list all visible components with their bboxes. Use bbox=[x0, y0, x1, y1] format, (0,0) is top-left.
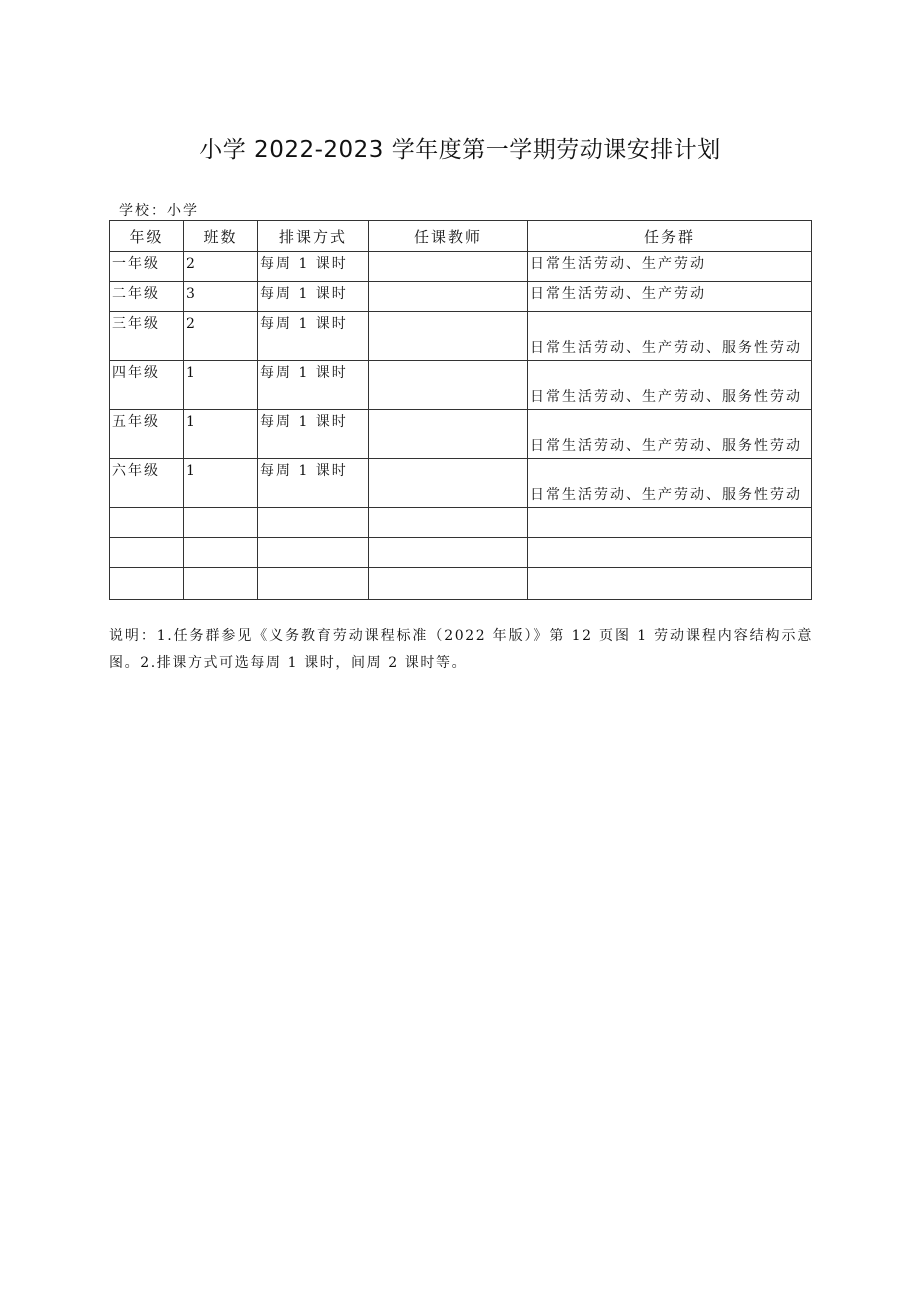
cell-classes: 1 bbox=[184, 410, 258, 459]
table-row bbox=[110, 282, 812, 312]
cell-teacher bbox=[369, 312, 528, 361]
cell-tasks-text: 日常生活劳动、生产劳动、服务性劳动 bbox=[530, 340, 802, 356]
cell-empty bbox=[110, 538, 184, 568]
cell-tasks bbox=[528, 361, 812, 410]
table-row bbox=[110, 459, 812, 508]
cell-empty bbox=[184, 538, 258, 568]
cell-tasks bbox=[528, 312, 812, 361]
cell-schedule: 每周 1 课时 bbox=[258, 312, 369, 361]
cell-schedule: 每周 1 课时 bbox=[258, 252, 369, 282]
cell-empty bbox=[110, 508, 184, 538]
cell-tasks bbox=[528, 459, 812, 508]
cell-tasks: 日常生活劳动、生产劳动 bbox=[528, 282, 812, 312]
cell-schedule: 每周 1 课时 bbox=[258, 361, 369, 410]
table-row-empty bbox=[110, 508, 812, 538]
table-row bbox=[110, 361, 812, 410]
cell-empty bbox=[369, 508, 528, 538]
cell-tasks-text: 日常生活劳动、生产劳动、服务性劳动 bbox=[530, 438, 802, 454]
cell-grade: 五年级 bbox=[110, 410, 184, 459]
table-row-empty bbox=[110, 568, 812, 600]
cell-teacher bbox=[369, 459, 528, 508]
cell-grade: 四年级 bbox=[110, 361, 184, 410]
cell-empty bbox=[528, 538, 812, 568]
cell-empty bbox=[258, 538, 369, 568]
cell-grade: 六年级 bbox=[110, 459, 184, 508]
table-row bbox=[110, 410, 812, 459]
table-row bbox=[110, 252, 812, 282]
cell-empty bbox=[369, 538, 528, 568]
cell-tasks-text: 日常生活劳动、生产劳动、服务性劳动 bbox=[530, 389, 802, 405]
cell-teacher bbox=[369, 361, 528, 410]
cell-empty bbox=[184, 508, 258, 538]
cell-empty bbox=[528, 508, 812, 538]
page-title: 小学 2022-2023 学年度第一学期劳动课安排计划 bbox=[199, 137, 721, 163]
schedule-table bbox=[109, 220, 812, 600]
cell-grade: 一年级 bbox=[110, 252, 184, 282]
cell-teacher bbox=[369, 410, 528, 459]
cell-schedule: 每周 1 课时 bbox=[258, 459, 369, 508]
footnote: 说明：1.任务群参见《义务教育劳动课程标准（2022 年版）》第 12 页图 1 劳动课程内容结构示意图。2.排课方式可选每周 1 课时，间周 2 课时等。 bbox=[109, 628, 813, 671]
cell-tasks: 日常生活劳动、生产劳动 bbox=[528, 252, 812, 282]
header-schedule: 排课方式 bbox=[258, 221, 369, 252]
cell-tasks bbox=[528, 410, 812, 459]
cell-empty bbox=[110, 568, 184, 600]
cell-teacher bbox=[369, 252, 528, 282]
cell-schedule: 每周 1 课时 bbox=[258, 410, 369, 459]
cell-empty bbox=[258, 568, 369, 600]
cell-grade: 三年级 bbox=[110, 312, 184, 361]
header-teacher: 任课教师 bbox=[369, 221, 528, 252]
cell-teacher bbox=[369, 282, 528, 312]
school-label: 学校：小学 bbox=[119, 203, 199, 219]
header-grade: 年级 bbox=[110, 221, 184, 252]
table-header-row bbox=[110, 221, 812, 252]
cell-tasks-text: 日常生活劳动、生产劳动、服务性劳动 bbox=[530, 487, 802, 503]
cell-classes: 2 bbox=[184, 312, 258, 361]
cell-empty bbox=[369, 568, 528, 600]
cell-schedule: 每周 1 课时 bbox=[258, 282, 369, 312]
cell-empty bbox=[184, 568, 258, 600]
table-row-empty bbox=[110, 538, 812, 568]
cell-classes: 3 bbox=[184, 282, 258, 312]
cell-grade: 二年级 bbox=[110, 282, 184, 312]
cell-classes: 2 bbox=[184, 252, 258, 282]
cell-classes: 1 bbox=[184, 459, 258, 508]
table-row bbox=[110, 312, 812, 361]
cell-classes: 1 bbox=[184, 361, 258, 410]
cell-empty bbox=[528, 568, 812, 600]
header-tasks: 任务群 bbox=[528, 221, 812, 252]
cell-empty bbox=[258, 508, 369, 538]
header-classes: 班数 bbox=[184, 221, 258, 252]
